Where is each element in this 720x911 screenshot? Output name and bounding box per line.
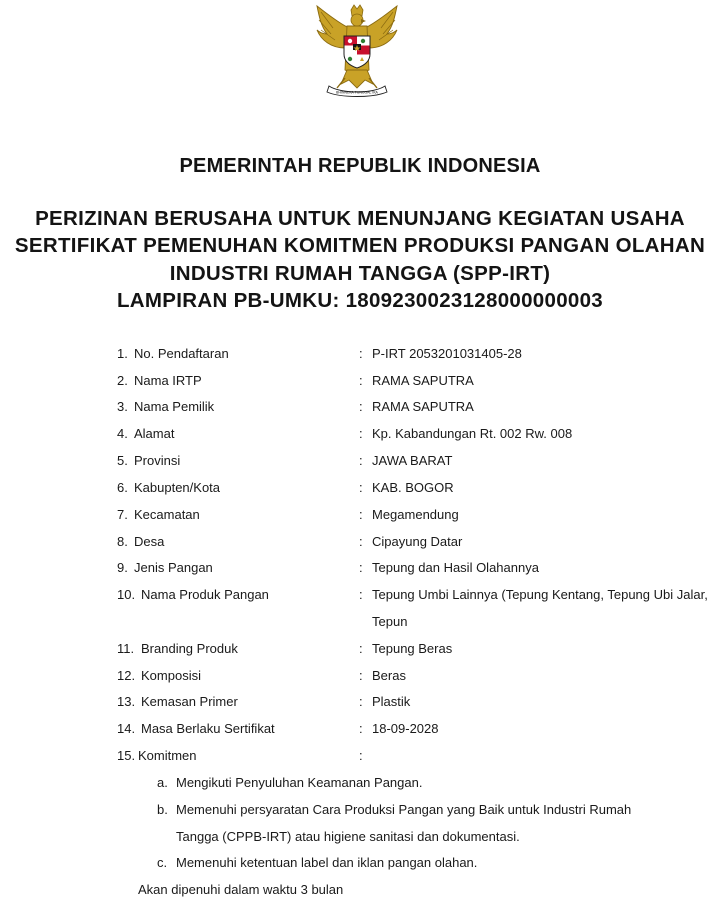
field-row — [0, 372, 720, 390]
field-value: Tepung Umbi Lainnya (Tepung Kentang, Tepung Ubi Jalar, — [372, 587, 708, 602]
document-title-line-4: LAMPIRAN PB-UMKU: 1809230023128000000003 — [116, 289, 604, 312]
commitment-text: Memenuhi persyaratan Cara Produksi Pangan yang Baik untuk Industri Rumah — [176, 802, 632, 817]
field-value: Beras — [372, 668, 406, 683]
field-colon: : — [359, 480, 363, 495]
field-number: 4. — [117, 426, 128, 441]
field-value: 18-09-2028 — [372, 721, 439, 736]
field-row — [0, 345, 720, 363]
commitment-text: Memenuhi ketentuan label dan iklan pangan olahan. — [176, 855, 478, 870]
garuda-emblem-icon — [311, 4, 403, 98]
field-colon: : — [359, 346, 363, 361]
field-colon: : — [359, 560, 363, 575]
field-number: 13. — [117, 694, 136, 709]
field-value: Plastik — [372, 694, 411, 709]
field-label: Alamat — [134, 426, 175, 441]
field-number: 7. — [117, 507, 128, 522]
field-colon: : — [359, 373, 363, 388]
field-label: Nama IRTP — [134, 373, 202, 388]
field-number: 11. — [117, 641, 135, 656]
field-label: Branding Produk — [141, 641, 238, 656]
field-number: 1. — [117, 346, 128, 361]
field-colon: : — [359, 534, 363, 549]
field-colon: : — [359, 694, 363, 709]
emblem-motto: BHINNEKA TUNGGAL IKA — [336, 90, 378, 95]
field-label: Kecamatan — [134, 507, 200, 522]
commitment-text: Tangga (CPPB-IRT) atau higiene sanitasi dan dokumentasi. — [176, 829, 520, 844]
government-title: PEMERINTAH REPUBLIK INDONESIA — [179, 155, 541, 177]
field-number: 5. — [117, 453, 128, 468]
field-value: JAWA BARAT — [372, 453, 453, 468]
field-value: Tepung Beras — [372, 641, 453, 656]
field-value-continuation: Tepun — [372, 614, 408, 629]
field-value: Cipayung Datar — [372, 534, 463, 549]
field-row — [0, 720, 720, 738]
field-number: 8. — [117, 534, 128, 549]
field-value: KAB. BOGOR — [372, 480, 454, 495]
field-value: Kp. Kabandungan Rt. 002 Rw. 008 — [372, 426, 573, 441]
field-value: Tepung dan Hasil Olahannya — [372, 560, 539, 575]
field-number: 9. — [117, 560, 128, 575]
field-number: 3. — [117, 399, 128, 414]
field-label: Provinsi — [134, 453, 181, 468]
field-label: Kemasan Primer — [141, 694, 238, 709]
field-value: RAMA SAPUTRA — [372, 399, 474, 414]
field-colon: : — [359, 668, 363, 683]
field-number: 15. — [117, 748, 136, 763]
document-title-line-1: PERIZINAN BERUSAHA UNTUK MENUNJANG KEGIATAN USAHA — [35, 207, 685, 230]
field-row — [0, 452, 720, 470]
field-label: Komitmen — [138, 748, 197, 763]
field-colon: : — [359, 587, 363, 602]
field-label: Kabupten/Kota — [134, 480, 221, 495]
field-label: Nama Produk Pangan — [141, 587, 269, 602]
commitment-text: Mengikuti Penyuluhan Keamanan Pangan. — [176, 775, 423, 790]
field-number: 6. — [117, 480, 128, 495]
field-colon: : — [359, 641, 363, 656]
field-row — [0, 747, 720, 765]
field-row — [0, 533, 720, 551]
field-value: RAMA SAPUTRA — [372, 373, 474, 388]
field-colon: : — [359, 399, 363, 414]
commitment-letter: c. — [157, 855, 168, 870]
field-number: 10. — [117, 587, 136, 602]
field-number: 12. — [117, 668, 136, 683]
field-label: Nama Pemilik — [134, 399, 215, 414]
field-colon: : — [359, 507, 363, 522]
document-title-line-2: SERTIFIKAT PEMENUHAN KOMITMEN PRODUKSI PANGAN OLAHAN — [14, 234, 706, 257]
field-row — [0, 586, 720, 604]
field-row — [0, 479, 720, 497]
field-value: Megamendung — [372, 507, 459, 522]
field-row — [0, 506, 720, 524]
commitment-letter: a. — [157, 775, 168, 790]
document-title-line-3: INDUSTRI RUMAH TANGGA (SPP-IRT) — [169, 262, 551, 285]
commitment-letter: b. — [157, 802, 168, 817]
field-row — [0, 425, 720, 443]
field-row — [0, 667, 720, 685]
field-colon: : — [359, 426, 363, 441]
field-colon: : — [359, 453, 363, 468]
field-row — [0, 398, 720, 416]
field-colon: : — [359, 721, 363, 736]
field-row — [0, 640, 720, 658]
field-row — [0, 693, 720, 711]
field-value: P-IRT 2053201031405-28 — [372, 346, 522, 361]
field-label: Desa — [134, 534, 165, 549]
field-label: Masa Berlaku Sertifikat — [141, 721, 275, 736]
field-number: 14. — [117, 721, 136, 736]
field-row — [0, 559, 720, 577]
fulfillment-note: Akan dipenuhi dalam waktu 3 bulan — [138, 882, 344, 897]
field-number: 2. — [117, 373, 128, 388]
field-colon: : — [359, 748, 363, 763]
field-label: No. Pendaftaran — [134, 346, 229, 361]
field-label: Jenis Pangan — [134, 560, 213, 575]
field-label: Komposisi — [141, 668, 201, 683]
